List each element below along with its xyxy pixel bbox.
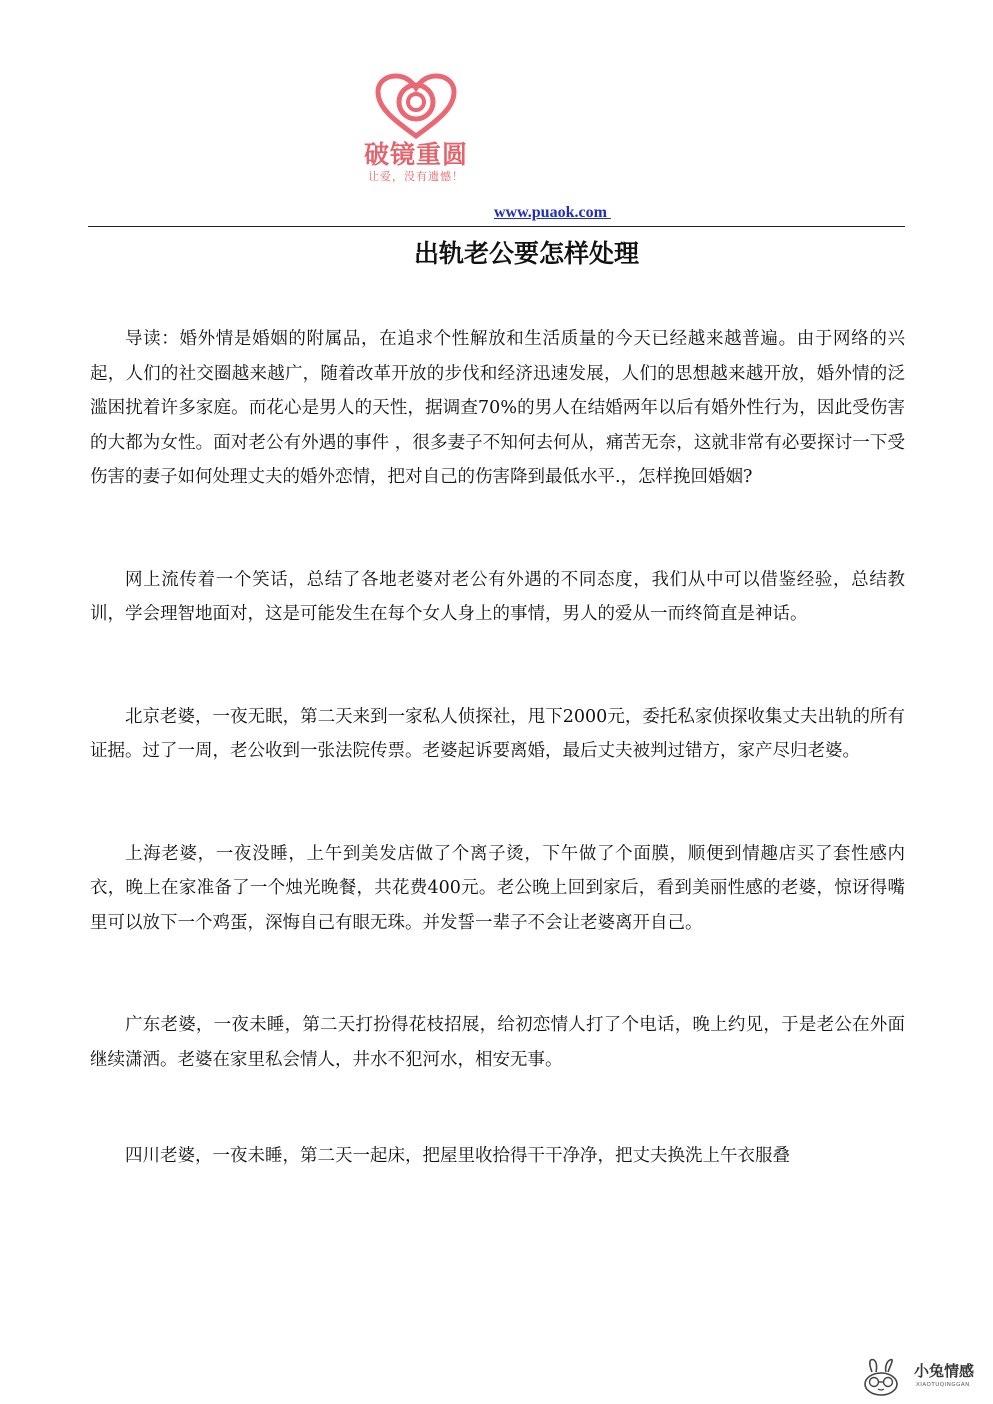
paragraph-joke: 网上流传着一个笑话，总结了各地老婆对老公有外遇的不同态度，我们从中可以借鉴经验，总结教训，学会理智地面对，这是可能发生在每个女人身上的事情，男人的爱从一而终简直是神话。 [90,569,905,624]
watermark [858,1356,988,1400]
heart-rings-icon [374,72,458,140]
page-title: 出轨老公要怎样处理 [413,239,639,268]
watermark-subtitle: XIAOTUQINGGAN [916,1382,970,1388]
paragraph-beijing: 北京老婆，一夜无眠，第二天来到一家私人侦探社，甩下2000元，委托私家侦探收集丈夫出轨的所有证据。过了一周，老公收到一张法院传票。老婆起诉要离婚，最后丈夫被判过错方，家产尽归老婆。 [90,706,905,761]
header-divider [88,226,905,227]
rabbit-glasses-icon [858,1358,910,1398]
site-logo [352,72,480,196]
paragraph-sichuan: 四川老婆，一夜未睡，第二天一起床，把屋里收拾得干干净净，把丈夫换洗上午衣服叠 [125,1146,790,1166]
watermark-name: 小兔情感 [914,1362,975,1380]
article-body [90,322,905,1242]
site-url-link[interactable]: www.puaok.com [494,204,611,221]
paragraph-intro: 导读：婚外情是婚姻的附属品，在追求个性解放和生活质量的今天已经越来越普遍。由于网络的兴起，人们的社交圈越来越广，随着改革开放的步伐和经济迅速发展，人们的思想越来越开放，婚外情的泛滥困扰着许多家庭。而花心是男人的天性，据调查70%的男人在结婚两年以后有婚外性行为，因此受伤害的大都为女性。面对老公有外遇的事件 ，很多妻子不知何去何从，痛苦无奈，这就非常有必要探讨一下受伤害的妻子如何处理丈夫的婚外恋情，把对自己的伤害降到最低水平.，怎样挽回婚姻? [90,329,905,487]
paragraph-guangdong: 广东老婆，一夜未睡，第二天打扮得花枝招展，给初恋情人打了个电话，晚上约见，于是老公在外面继续潇洒。老婆在家里私会情人，井水不犯河水，相安无事。 [90,1015,905,1070]
logo-slogan: 让爱，没有遗憾！ [368,170,464,183]
paragraph-shanghai: 上海老婆，一夜没睡，上午到美发店做了个离子烫，下午做了个面膜，顺便到情趣店买了套性感内衣，晚上在家准备了一个烛光晚餐，共花费400元。老公晚上回到家后，看到美丽性感的老婆，惊讶得嘴里可以放下一个鸡蛋，深悔自己有眼无珠。并发誓一辈子不会让老婆离开自己。 [90,843,905,933]
logo-name: 破镜重圆 [363,140,468,169]
